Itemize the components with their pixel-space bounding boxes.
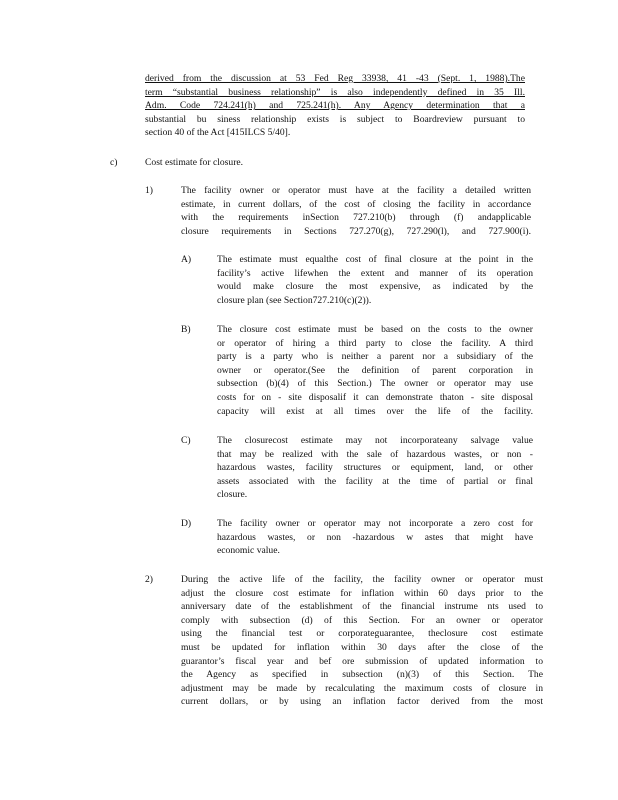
item-1b-line: capacity will exist at all times over the life of the facility.: [217, 405, 533, 417]
item-1-line: with the requirements inSection 727.210(b) through (f) andapplicable: [181, 212, 531, 224]
intro-line: substantial bu siness relationship exists is subject to Boardreview pursuant to: [145, 113, 525, 125]
item-1c-paragraph: [217, 434, 533, 502]
item-1c-label: C): [181, 435, 191, 446]
item-2-line: current dollars, or by using an inflation factor derived from the most: [181, 696, 543, 708]
intro-line: term “substantial business relationship” is also independently defined in 35 Ill.: [145, 86, 525, 98]
section-c-heading: Cost estimate for closure.: [145, 157, 244, 168]
item-1a-line: facility’s active lifewhen the extent and manner of its operation: [217, 267, 533, 279]
item-1d-line: economic value.: [217, 545, 280, 557]
item-1d-line: The facility owner or operator may not incorporate a zero cost for: [217, 518, 533, 529]
item-2-line: During the active life of the facility, the facility owner or operator must: [181, 574, 543, 585]
item-2-line: adjust the closure cost estimate for inflation within 60 days prior to the: [181, 587, 543, 599]
item-1b-line: costs for on - site disposalif it can demonstrate thaton - site disposal: [217, 391, 533, 403]
item-1-line: estimate, in current dollars, of the cost of closing the facility in accordance: [181, 198, 531, 210]
item-1d-label: D): [181, 518, 192, 529]
item-2-label: 2): [145, 574, 153, 585]
item-1b-line: or operator of hiring a third party to close the facility. A third: [217, 337, 533, 349]
item-1b-label: B): [181, 324, 191, 335]
item-1c-line: The closurecost estimate may not incorporateany salvage value: [217, 435, 533, 446]
item-1c-line: that may be realized with the sale of hazardous wastes, or non -: [217, 448, 533, 460]
item-1-line: closure requirements in Sections 727.270(g), 727.290(l), and 727.900(i).: [181, 225, 531, 237]
item-1c-line: closure.: [217, 489, 248, 501]
item-1c-line: assets associated with the facility at the time of partial or final: [217, 475, 533, 487]
item-1-label: 1): [145, 185, 153, 196]
item-2-line: adjustment may be made by recalculating the maximum costs of closure in: [181, 682, 543, 694]
item-1d-line: hazardous wastes, or non -hazardous w astes that might have: [217, 531, 533, 543]
item-2-line: anniversary date of the establishment of the financial instrume nts used to: [181, 601, 543, 613]
item-2-line: must be updated for inflation within 30 days after the close of the: [181, 641, 543, 653]
item-1a-line: The estimate must equalthe cost of final closure at the point in the: [217, 254, 533, 265]
item-1b-line: owner or operator.(See the definition of parent corporation in: [217, 364, 533, 376]
item-1-line: The facility owner or operator must have at the facility a detailed written: [181, 185, 531, 196]
item-1d-paragraph: [217, 517, 533, 558]
item-2-paragraph: [181, 573, 543, 709]
item-1b-paragraph: [217, 323, 533, 418]
intro-line: section 40 of the Act [415ILCS 5/40].: [145, 127, 291, 139]
section-c-label: c): [110, 157, 118, 168]
intro-paragraph: [145, 72, 525, 140]
item-2-line: guarantor’s fiscal year and bef ore submission of updated information to: [181, 655, 543, 667]
item-2-line: the Agency as specified in subsection (n)(3) of this Section. The: [181, 669, 543, 681]
item-1a-paragraph: [217, 253, 533, 307]
item-1a-label: A): [181, 254, 192, 265]
item-2-line: comply with subsection (d) of this Section. For an owner or operator: [181, 614, 543, 626]
intro-line: Adm. Code 724.241(h) and 725.241(h). Any Agency determination that a: [145, 100, 525, 112]
item-1b-line: The closure cost estimate must be based on the costs to the owner: [217, 324, 533, 335]
item-1c-line: hazardous wastes, facility structures or equipment, land, or other: [217, 462, 533, 474]
item-1b-line: subsection (b)(4) of this Section.) The owner or operator may use: [217, 378, 533, 390]
item-1a-line: closure plan (see Section727.210(c)(2)).: [217, 294, 372, 306]
item-2-line: using the financial test or corporateguarantee, theclosure cost estimate: [181, 628, 543, 640]
item-1-paragraph: [181, 184, 531, 238]
item-1a-line: would make closure the most expensive, as indicated by the: [217, 281, 533, 293]
intro-line: derived from the discussion at 53 Fed Reg 33938, 41 -43 (Sept. 1, 1988).The: [145, 73, 525, 84]
item-1b-line: party is a party who is neither a parent nor a subsidiary of the: [217, 351, 533, 363]
